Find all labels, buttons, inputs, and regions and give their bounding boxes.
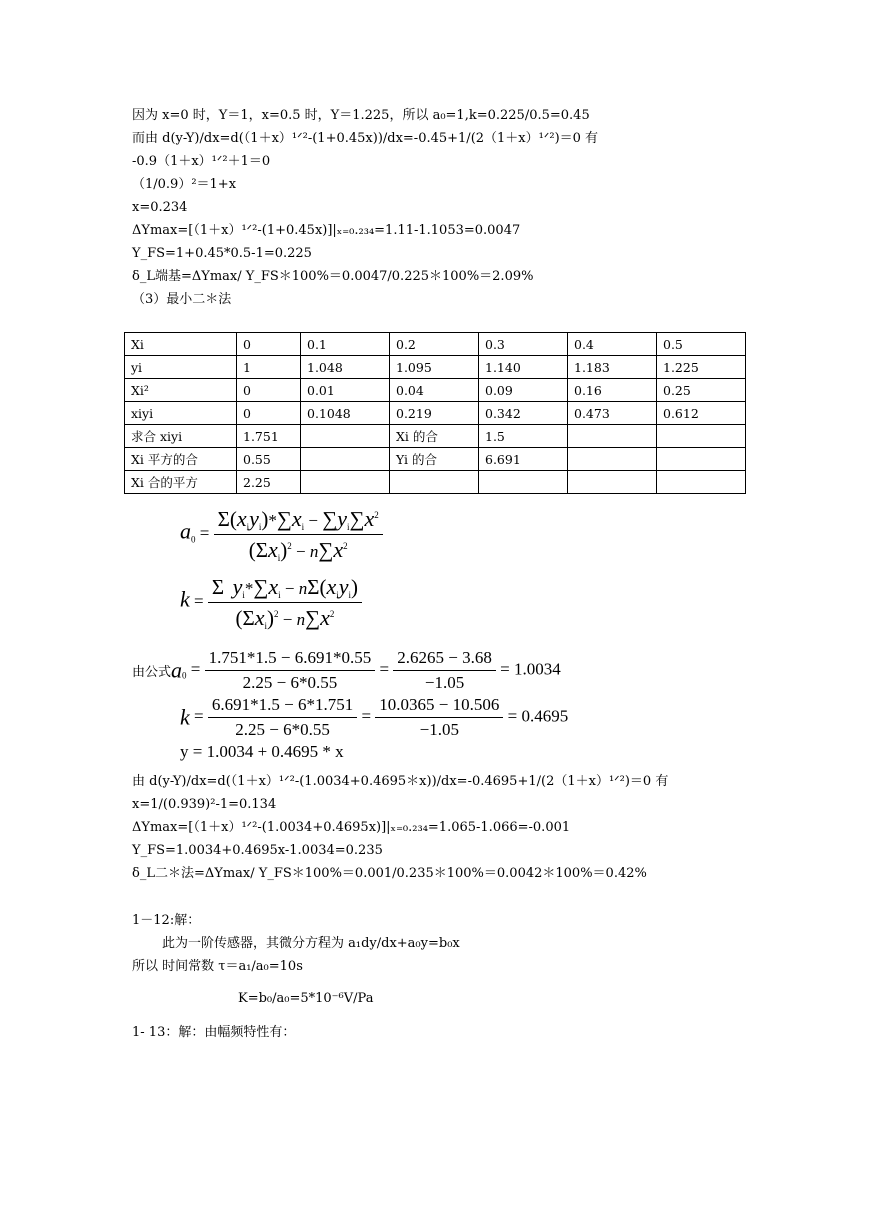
table-cell: 1.225 (657, 356, 746, 379)
table-cell: 0.55 (237, 448, 301, 471)
formula-k-numeric: k = $\frac{6.691*1.5 - 6*1.751}{2.25 - 6*0.55}$ = $\frac{10.0365 - 10.506}{-1.05}$ = 0.4695 (180, 695, 569, 739)
formula-a0-general: $a_0$ = $\frac{\Sigma(x_iy_i)*\sum x_i - \sum y_i\sum x^2}{(\Sigma x_i)^2 - n\sum x^2}$ (180, 506, 383, 563)
table-cell (301, 425, 390, 448)
table-cell: 0.5 (657, 333, 746, 356)
table-cell: 1.183 (568, 356, 657, 379)
table-cell: 0.342 (479, 402, 568, 425)
table-cell: yi (125, 356, 237, 379)
problem-heading: 1－12:解： (132, 913, 201, 928)
table-cell: Xi 合的平方 (125, 471, 237, 494)
table-cell: Xi (125, 333, 237, 356)
table-cell: 求合 xiyi (125, 425, 237, 448)
formula-a0-numeric: 由公式$a_0$ = $\frac{1.751*1.5 - 6.691*0.55}{2.25 - 6*0.55}$ = $\frac{2.6265 - 3.68}{-1.05}$ = 1.0034 (132, 648, 561, 692)
text-line: δ_L二＊法=ΔYmax/ Y_FS＊100%＝0.001/0.235＊100%＝0.0042＊100%＝0.42% (132, 866, 647, 881)
table-cell: 0.25 (657, 379, 746, 402)
table-cell: Xi 平方的合 (125, 448, 237, 471)
table-cell (657, 425, 746, 448)
table-cell: 0.4 (568, 333, 657, 356)
text-line: 而由 d(y-Y)/dx=d(（1＋x）¹ᐟ²-(1+0.45x))/dx=-0.45+1/(2（1＋x）¹ᐟ²)＝0 有 (132, 131, 599, 146)
table-cell (568, 425, 657, 448)
table-row (125, 333, 746, 356)
text-line: -0.9（1＋x）¹ᐟ²＋1＝0 (132, 154, 271, 169)
table-cell: 0 (237, 379, 301, 402)
table-cell: 0.612 (657, 402, 746, 425)
table-cell: 6.691 (479, 448, 568, 471)
text-line: （1/0.9）²＝1+x (132, 177, 237, 192)
table-cell: 1.5 (479, 425, 568, 448)
table-cell (657, 471, 746, 494)
table-cell (568, 448, 657, 471)
table-cell: 1.095 (390, 356, 479, 379)
text-line: 所以 时间常数 τ＝a₁/a₀=10s (132, 959, 303, 974)
table-row (125, 356, 746, 379)
table-cell: 0.473 (568, 402, 657, 425)
problem-heading: 1- 13：解：由幅频特性有： (132, 1025, 296, 1040)
table-row (125, 402, 746, 425)
table-cell: Xi² (125, 379, 237, 402)
table-cell: 0.09 (479, 379, 568, 402)
table-cell: 0.219 (390, 402, 479, 425)
table-cell (657, 448, 746, 471)
text-line: 因为 x=0 时，Y＝1，x=0.5 时，Y＝1.225，所以 a₀=1,k=0.225/0.5=0.45 (132, 108, 590, 123)
table-cell: 1.140 (479, 356, 568, 379)
text-line: x=1/(0.939)²-1=0.134 (132, 797, 277, 812)
data-table (124, 332, 746, 494)
table-cell: 0 (237, 333, 301, 356)
formula-y-line: y = 1.0034 + 0.4695 * x (180, 742, 344, 761)
table-cell: 0.01 (301, 379, 390, 402)
table-cell: 0.2 (390, 333, 479, 356)
text-line: δ_L端基=ΔYmax/ Y_FS＊100%＝0.0047/0.225＊100%＝2.09% (132, 269, 534, 284)
table-cell (301, 448, 390, 471)
text-line: ΔYmax=[（1＋x）¹ᐟ²-(1.0034+0.4695x)]|ₓ₌₀.₂₃₄=1.065-1.066=-0.001 (132, 820, 571, 835)
table-cell (479, 471, 568, 494)
table-cell: xiyi (125, 402, 237, 425)
section-heading: （3）最小二＊法 (132, 292, 232, 307)
table-cell: 1.751 (237, 425, 301, 448)
formula-k-general: k = $\frac{\Sigma y_i*\sum x_i - n\Sigma(x_iy_i)}{(\Sigma x_i)^2 - n\sum x^2}$ (180, 574, 362, 631)
table-row (125, 425, 746, 448)
table-row (125, 471, 746, 494)
table-cell: 1 (237, 356, 301, 379)
table-cell: 0.16 (568, 379, 657, 402)
table-cell: 0.1048 (301, 402, 390, 425)
text-line: Y_FS=1+0.45*0.5-1=0.225 (132, 246, 312, 261)
text-line: 此为一阶传感器，其微分方程为 a₁dy/dx+a₀y=b₀x (162, 936, 460, 951)
text-line: ΔYmax=[（1＋x）¹ᐟ²-(1+0.45x)]|ₓ₌₀.₂₃₄=1.11-1.1053=0.0047 (132, 223, 521, 238)
text-line: x=0.234 (132, 200, 188, 215)
text-line: K=b₀/a₀=5*10⁻⁶V/Pa (238, 991, 374, 1006)
table-row (125, 379, 746, 402)
table-cell: 2.25 (237, 471, 301, 494)
table-cell: 0.3 (479, 333, 568, 356)
table-cell: 0.04 (390, 379, 479, 402)
text-line: 由 d(y-Y)/dx=d(（1＋x）¹ᐟ²-(1.0034+0.4695＊x))/dx=-0.4695+1/(2（1＋x）¹ᐟ²)＝0 有 (132, 774, 669, 789)
table-cell: 1.048 (301, 356, 390, 379)
table-cell: Xi 的合 (390, 425, 479, 448)
table-row (125, 448, 746, 471)
table-cell: 0 (237, 402, 301, 425)
text-line: Y_FS=1.0034+0.4695x-1.0034=0.235 (132, 843, 383, 858)
table-cell: Yi 的合 (390, 448, 479, 471)
table-cell (301, 471, 390, 494)
table-cell (390, 471, 479, 494)
table-cell (568, 471, 657, 494)
table-cell: 0.1 (301, 333, 390, 356)
